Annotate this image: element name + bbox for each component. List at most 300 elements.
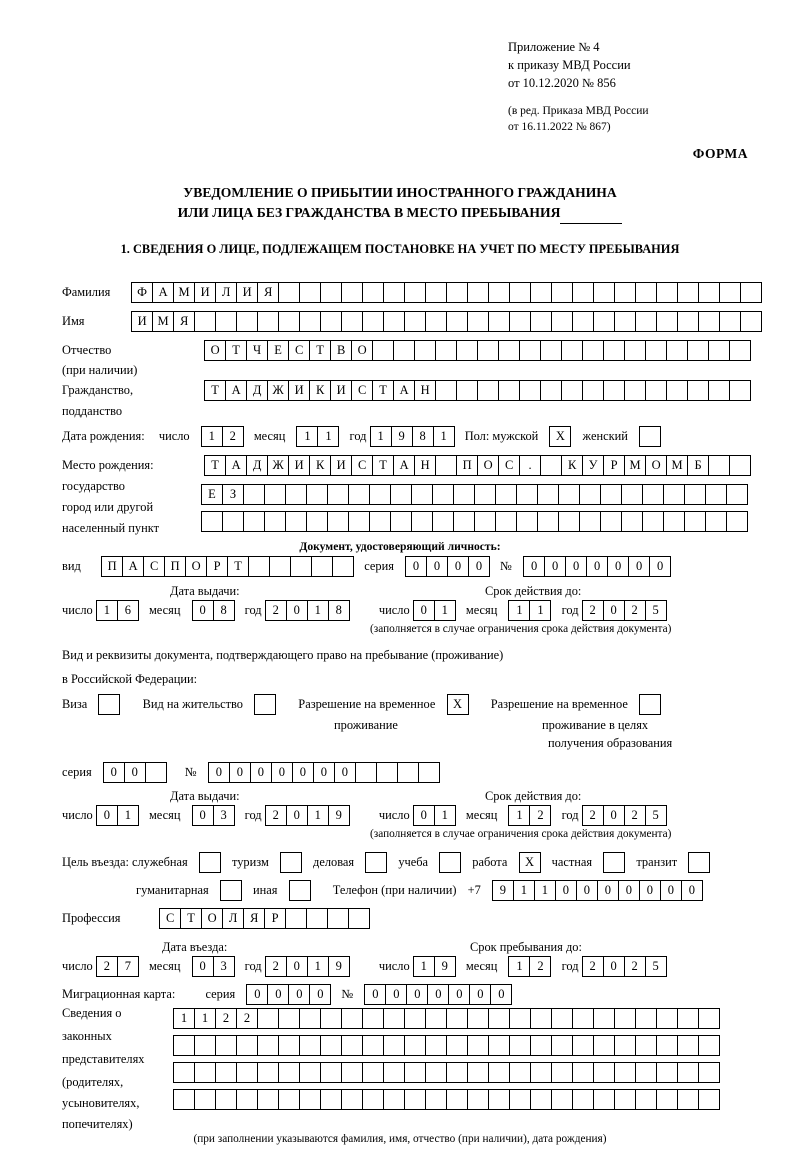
char-cell[interactable] [519,380,541,401]
char-cell[interactable] [645,380,667,401]
char-cell[interactable]: 0 [426,556,448,577]
purpose-private-checkbox[interactable] [603,852,625,873]
char-cell[interactable] [509,1089,531,1110]
legal-rep-row-4-input[interactable] [173,1089,719,1110]
char-cell[interactable]: 0 [364,984,386,1005]
char-cell[interactable] [327,908,349,929]
char-cell[interactable] [257,1089,279,1110]
char-cell[interactable] [509,311,531,332]
char-cell[interactable] [446,311,468,332]
char-cell[interactable] [614,311,636,332]
char-cell[interactable]: А [393,380,415,401]
char-cell[interactable]: М [173,282,195,303]
char-cell[interactable]: 0 [250,762,272,783]
char-cell[interactable] [537,484,559,505]
char-cell[interactable]: 0 [192,600,214,621]
char-cell[interactable]: О [477,455,499,476]
char-cell[interactable]: 2 [222,426,244,447]
char-cell[interactable]: 2 [236,1008,258,1029]
char-cell[interactable]: 2 [582,956,604,977]
char-cell[interactable]: К [561,455,583,476]
char-cell[interactable]: 2 [624,600,646,621]
legal-rep-row-1-input[interactable] [173,1008,719,1029]
char-cell[interactable] [355,762,377,783]
char-cell[interactable] [645,340,667,361]
char-cell[interactable]: 0 [660,880,682,901]
char-cell[interactable] [404,1008,426,1029]
char-cell[interactable] [299,1008,321,1029]
char-cell[interactable] [285,511,307,532]
char-cell[interactable] [558,484,580,505]
char-cell[interactable] [404,282,426,303]
char-cell[interactable] [677,1035,699,1056]
char-cell[interactable] [236,1035,258,1056]
char-cell[interactable]: 9 [434,956,456,977]
char-cell[interactable] [435,340,457,361]
char-cell[interactable]: 0 [603,805,625,826]
char-cell[interactable] [635,1008,657,1029]
char-cell[interactable] [341,1035,363,1056]
char-cell[interactable]: Е [201,484,223,505]
char-cell[interactable]: М [152,311,174,332]
char-cell[interactable]: Д [246,380,268,401]
residence-permit-checkbox[interactable] [254,694,276,715]
char-cell[interactable]: 0 [96,805,118,826]
char-cell[interactable]: К [309,380,331,401]
char-cell[interactable] [306,484,328,505]
purpose-transit-checkbox[interactable] [688,852,710,873]
permit-number-input[interactable] [208,762,439,783]
char-cell[interactable]: 1 [296,426,318,447]
char-cell[interactable]: К [309,455,331,476]
char-cell[interactable]: 1 [433,426,455,447]
char-cell[interactable] [341,311,363,332]
char-cell[interactable]: 0 [469,984,491,1005]
char-cell[interactable] [215,311,237,332]
char-cell[interactable] [320,1035,342,1056]
char-cell[interactable]: 0 [385,984,407,1005]
char-cell[interactable]: С [351,380,373,401]
char-cell[interactable]: 2 [624,956,646,977]
purpose-work-checkbox[interactable]: X [519,852,541,873]
doc-valid-day-input[interactable] [413,600,455,621]
char-cell[interactable] [278,1008,300,1029]
char-cell[interactable] [719,311,741,332]
char-cell[interactable] [404,1089,426,1110]
char-cell[interactable]: 2 [96,956,118,977]
char-cell[interactable] [425,282,447,303]
char-cell[interactable] [624,340,646,361]
char-cell[interactable]: . [519,455,541,476]
char-cell[interactable] [257,311,279,332]
char-cell[interactable] [726,511,748,532]
char-cell[interactable] [677,1062,699,1083]
char-cell[interactable]: Н [414,380,436,401]
char-cell[interactable] [248,556,270,577]
doc-number-input[interactable] [523,556,670,577]
char-cell[interactable] [498,340,520,361]
char-cell[interactable] [285,908,307,929]
char-cell[interactable]: 0 [427,984,449,1005]
char-cell[interactable] [299,1035,321,1056]
char-cell[interactable] [299,1062,321,1083]
char-cell[interactable] [719,282,741,303]
char-cell[interactable]: 1 [96,600,118,621]
char-cell[interactable] [194,1035,216,1056]
char-cell[interactable]: 8 [328,600,350,621]
char-cell[interactable]: И [288,380,310,401]
char-cell[interactable]: Т [180,908,202,929]
char-cell[interactable] [432,484,454,505]
char-cell[interactable] [348,484,370,505]
citizenship-input[interactable] [204,380,750,401]
char-cell[interactable]: М [624,455,646,476]
char-cell[interactable] [243,511,265,532]
char-cell[interactable]: Я [257,282,279,303]
char-cell[interactable] [642,511,664,532]
char-cell[interactable] [540,380,562,401]
char-cell[interactable] [404,1062,426,1083]
char-cell[interactable]: Л [215,282,237,303]
char-cell[interactable] [698,1008,720,1029]
birthplace-row-2-input[interactable] [201,484,747,505]
char-cell[interactable]: Я [173,311,195,332]
char-cell[interactable]: 0 [649,556,671,577]
char-cell[interactable] [327,484,349,505]
char-cell[interactable] [635,311,657,332]
char-cell[interactable] [425,311,447,332]
char-cell[interactable]: 0 [192,956,214,977]
sex-female-checkbox[interactable] [639,426,661,447]
char-cell[interactable]: О [201,908,223,929]
char-cell[interactable] [299,1089,321,1110]
char-cell[interactable] [236,1089,258,1110]
char-cell[interactable] [537,511,559,532]
char-cell[interactable] [362,1035,384,1056]
doc-valid-month-input[interactable] [508,600,550,621]
char-cell[interactable]: Р [264,908,286,929]
char-cell[interactable] [341,1062,363,1083]
char-cell[interactable] [425,1035,447,1056]
purpose-service-checkbox[interactable] [199,852,221,873]
char-cell[interactable] [390,484,412,505]
purpose-study-checkbox[interactable] [439,852,461,873]
char-cell[interactable]: А [393,455,415,476]
char-cell[interactable] [390,511,412,532]
permit-valid-year-input[interactable] [582,805,666,826]
char-cell[interactable] [467,1008,489,1029]
char-cell[interactable] [372,340,394,361]
char-cell[interactable] [656,1008,678,1029]
char-cell[interactable] [264,511,286,532]
char-cell[interactable]: 5 [645,600,667,621]
char-cell[interactable]: 0 [603,600,625,621]
char-cell[interactable] [362,282,384,303]
char-cell[interactable]: 0 [618,880,640,901]
char-cell[interactable] [257,1062,279,1083]
char-cell[interactable]: 2 [582,805,604,826]
char-cell[interactable] [404,311,426,332]
char-cell[interactable] [572,311,594,332]
char-cell[interactable]: 0 [334,762,356,783]
char-cell[interactable] [332,556,354,577]
birth-month-input[interactable] [296,426,338,447]
char-cell[interactable] [418,762,440,783]
char-cell[interactable]: В [330,340,352,361]
char-cell[interactable] [708,340,730,361]
char-cell[interactable]: 0 [406,984,428,1005]
char-cell[interactable] [369,484,391,505]
char-cell[interactable] [404,1035,426,1056]
char-cell[interactable] [614,1035,636,1056]
char-cell[interactable] [495,511,517,532]
char-cell[interactable] [453,511,475,532]
char-cell[interactable] [593,282,615,303]
char-cell[interactable] [593,1062,615,1083]
char-cell[interactable]: С [143,556,165,577]
char-cell[interactable]: Т [227,556,249,577]
char-cell[interactable]: 9 [391,426,413,447]
char-cell[interactable] [383,1008,405,1029]
char-cell[interactable] [320,1062,342,1083]
char-cell[interactable] [173,1062,195,1083]
patronymic-input[interactable] [204,340,750,361]
char-cell[interactable] [456,340,478,361]
char-cell[interactable] [705,484,727,505]
char-cell[interactable]: Т [372,455,394,476]
char-cell[interactable] [708,455,730,476]
char-cell[interactable] [509,1035,531,1056]
char-cell[interactable] [572,1089,594,1110]
char-cell[interactable] [341,282,363,303]
temp-residence-checkbox[interactable]: X [447,694,469,715]
char-cell[interactable]: М [666,455,688,476]
char-cell[interactable] [488,1062,510,1083]
char-cell[interactable]: 0 [246,984,268,1005]
char-cell[interactable] [579,511,601,532]
char-cell[interactable] [467,1089,489,1110]
char-cell[interactable] [677,282,699,303]
char-cell[interactable] [516,484,538,505]
char-cell[interactable]: 0 [405,556,427,577]
purpose-other-checkbox[interactable] [289,880,311,901]
doc-issue-month-input[interactable] [192,600,234,621]
char-cell[interactable]: О [351,340,373,361]
char-cell[interactable] [194,1062,216,1083]
char-cell[interactable] [635,1035,657,1056]
char-cell[interactable] [348,908,370,929]
char-cell[interactable] [582,340,604,361]
char-cell[interactable]: 0 [309,984,331,1005]
char-cell[interactable]: 5 [645,956,667,977]
char-cell[interactable] [509,282,531,303]
char-cell[interactable] [635,1089,657,1110]
char-cell[interactable]: 0 [288,984,310,1005]
char-cell[interactable] [320,311,342,332]
char-cell[interactable]: П [164,556,186,577]
char-cell[interactable]: П [101,556,123,577]
char-cell[interactable]: И [131,311,153,332]
char-cell[interactable]: У [582,455,604,476]
char-cell[interactable]: 3 [213,956,235,977]
char-cell[interactable] [635,1062,657,1083]
char-cell[interactable] [519,340,541,361]
char-cell[interactable]: 8 [213,600,235,621]
char-cell[interactable] [705,511,727,532]
char-cell[interactable] [341,1089,363,1110]
char-cell[interactable] [572,1008,594,1029]
char-cell[interactable]: 0 [229,762,251,783]
char-cell[interactable]: 0 [597,880,619,901]
char-cell[interactable] [509,1008,531,1029]
char-cell[interactable] [551,1008,573,1029]
char-cell[interactable]: 1 [307,600,329,621]
char-cell[interactable]: 9 [492,880,514,901]
char-cell[interactable]: Н [414,455,436,476]
char-cell[interactable]: 1 [173,1008,195,1029]
char-cell[interactable]: 0 [413,600,435,621]
char-cell[interactable] [320,1008,342,1029]
char-cell[interactable] [383,311,405,332]
profession-input[interactable] [159,908,369,929]
permit-valid-day-input[interactable] [413,805,455,826]
char-cell[interactable]: 0 [639,880,661,901]
char-cell[interactable] [236,311,258,332]
stay-day-input[interactable] [413,956,455,977]
char-cell[interactable] [684,511,706,532]
char-cell[interactable]: 2 [265,805,287,826]
char-cell[interactable]: 0 [413,805,435,826]
char-cell[interactable]: А [225,380,247,401]
char-cell[interactable]: Т [204,380,226,401]
doc-kind-input[interactable] [101,556,353,577]
char-cell[interactable] [698,282,720,303]
visa-checkbox[interactable] [98,694,120,715]
char-cell[interactable] [320,1089,342,1110]
doc-issue-day-input[interactable] [96,600,138,621]
char-cell[interactable]: И [194,282,216,303]
char-cell[interactable]: 0 [124,762,146,783]
char-cell[interactable]: 0 [681,880,703,901]
char-cell[interactable] [201,511,223,532]
char-cell[interactable] [740,311,762,332]
char-cell[interactable]: 5 [645,805,667,826]
char-cell[interactable]: 0 [103,762,125,783]
char-cell[interactable]: 1 [508,956,530,977]
char-cell[interactable] [467,282,489,303]
char-cell[interactable] [551,282,573,303]
char-cell[interactable]: 0 [468,556,490,577]
char-cell[interactable] [306,511,328,532]
char-cell[interactable] [621,511,643,532]
char-cell[interactable] [264,484,286,505]
char-cell[interactable] [698,1062,720,1083]
char-cell[interactable]: 0 [607,556,629,577]
char-cell[interactable] [593,1089,615,1110]
char-cell[interactable] [194,311,216,332]
char-cell[interactable] [269,556,291,577]
char-cell[interactable] [488,311,510,332]
char-cell[interactable] [299,282,321,303]
char-cell[interactable] [341,1008,363,1029]
char-cell[interactable]: Ж [267,380,289,401]
char-cell[interactable] [369,511,391,532]
char-cell[interactable]: С [351,455,373,476]
char-cell[interactable]: Д [246,455,268,476]
char-cell[interactable]: 1 [513,880,535,901]
char-cell[interactable] [614,1062,636,1083]
char-cell[interactable] [243,484,265,505]
char-cell[interactable]: 1 [508,600,530,621]
char-cell[interactable] [257,1008,279,1029]
char-cell[interactable] [467,311,489,332]
char-cell[interactable] [561,340,583,361]
char-cell[interactable] [290,556,312,577]
char-cell[interactable] [572,1062,594,1083]
char-cell[interactable]: 2 [215,1008,237,1029]
char-cell[interactable]: 0 [208,762,230,783]
char-cell[interactable] [656,1089,678,1110]
char-cell[interactable] [684,484,706,505]
char-cell[interactable]: 0 [523,556,545,577]
char-cell[interactable] [698,1035,720,1056]
char-cell[interactable] [278,1035,300,1056]
char-cell[interactable]: И [288,455,310,476]
char-cell[interactable] [432,511,454,532]
char-cell[interactable]: 1 [370,426,392,447]
char-cell[interactable]: Р [206,556,228,577]
char-cell[interactable] [677,1008,699,1029]
char-cell[interactable]: И [236,282,258,303]
char-cell[interactable]: 2 [582,600,604,621]
char-cell[interactable] [446,1089,468,1110]
char-cell[interactable]: 0 [292,762,314,783]
char-cell[interactable] [600,484,622,505]
char-cell[interactable]: Ж [267,455,289,476]
entry-month-input[interactable] [192,956,234,977]
char-cell[interactable] [656,282,678,303]
char-cell[interactable] [614,1008,636,1029]
char-cell[interactable] [551,1062,573,1083]
char-cell[interactable]: О [645,455,667,476]
char-cell[interactable] [663,511,685,532]
char-cell[interactable] [376,762,398,783]
char-cell[interactable] [561,380,583,401]
char-cell[interactable]: 0 [286,805,308,826]
char-cell[interactable]: С [288,340,310,361]
char-cell[interactable]: 0 [555,880,577,901]
sex-male-checkbox[interactable]: X [549,426,571,447]
char-cell[interactable] [603,380,625,401]
char-cell[interactable] [446,1035,468,1056]
char-cell[interactable]: 2 [265,956,287,977]
char-cell[interactable] [540,340,562,361]
char-cell[interactable] [708,380,730,401]
char-cell[interactable] [474,484,496,505]
char-cell[interactable] [393,340,415,361]
char-cell[interactable] [488,1035,510,1056]
char-cell[interactable] [414,340,436,361]
char-cell[interactable] [453,484,475,505]
char-cell[interactable] [257,1035,279,1056]
char-cell[interactable] [173,1035,195,1056]
char-cell[interactable]: 1 [529,600,551,621]
doc-issue-year-input[interactable] [265,600,349,621]
char-cell[interactable] [551,311,573,332]
char-cell[interactable] [530,1035,552,1056]
char-cell[interactable] [173,1089,195,1110]
purpose-business-checkbox[interactable] [365,852,387,873]
